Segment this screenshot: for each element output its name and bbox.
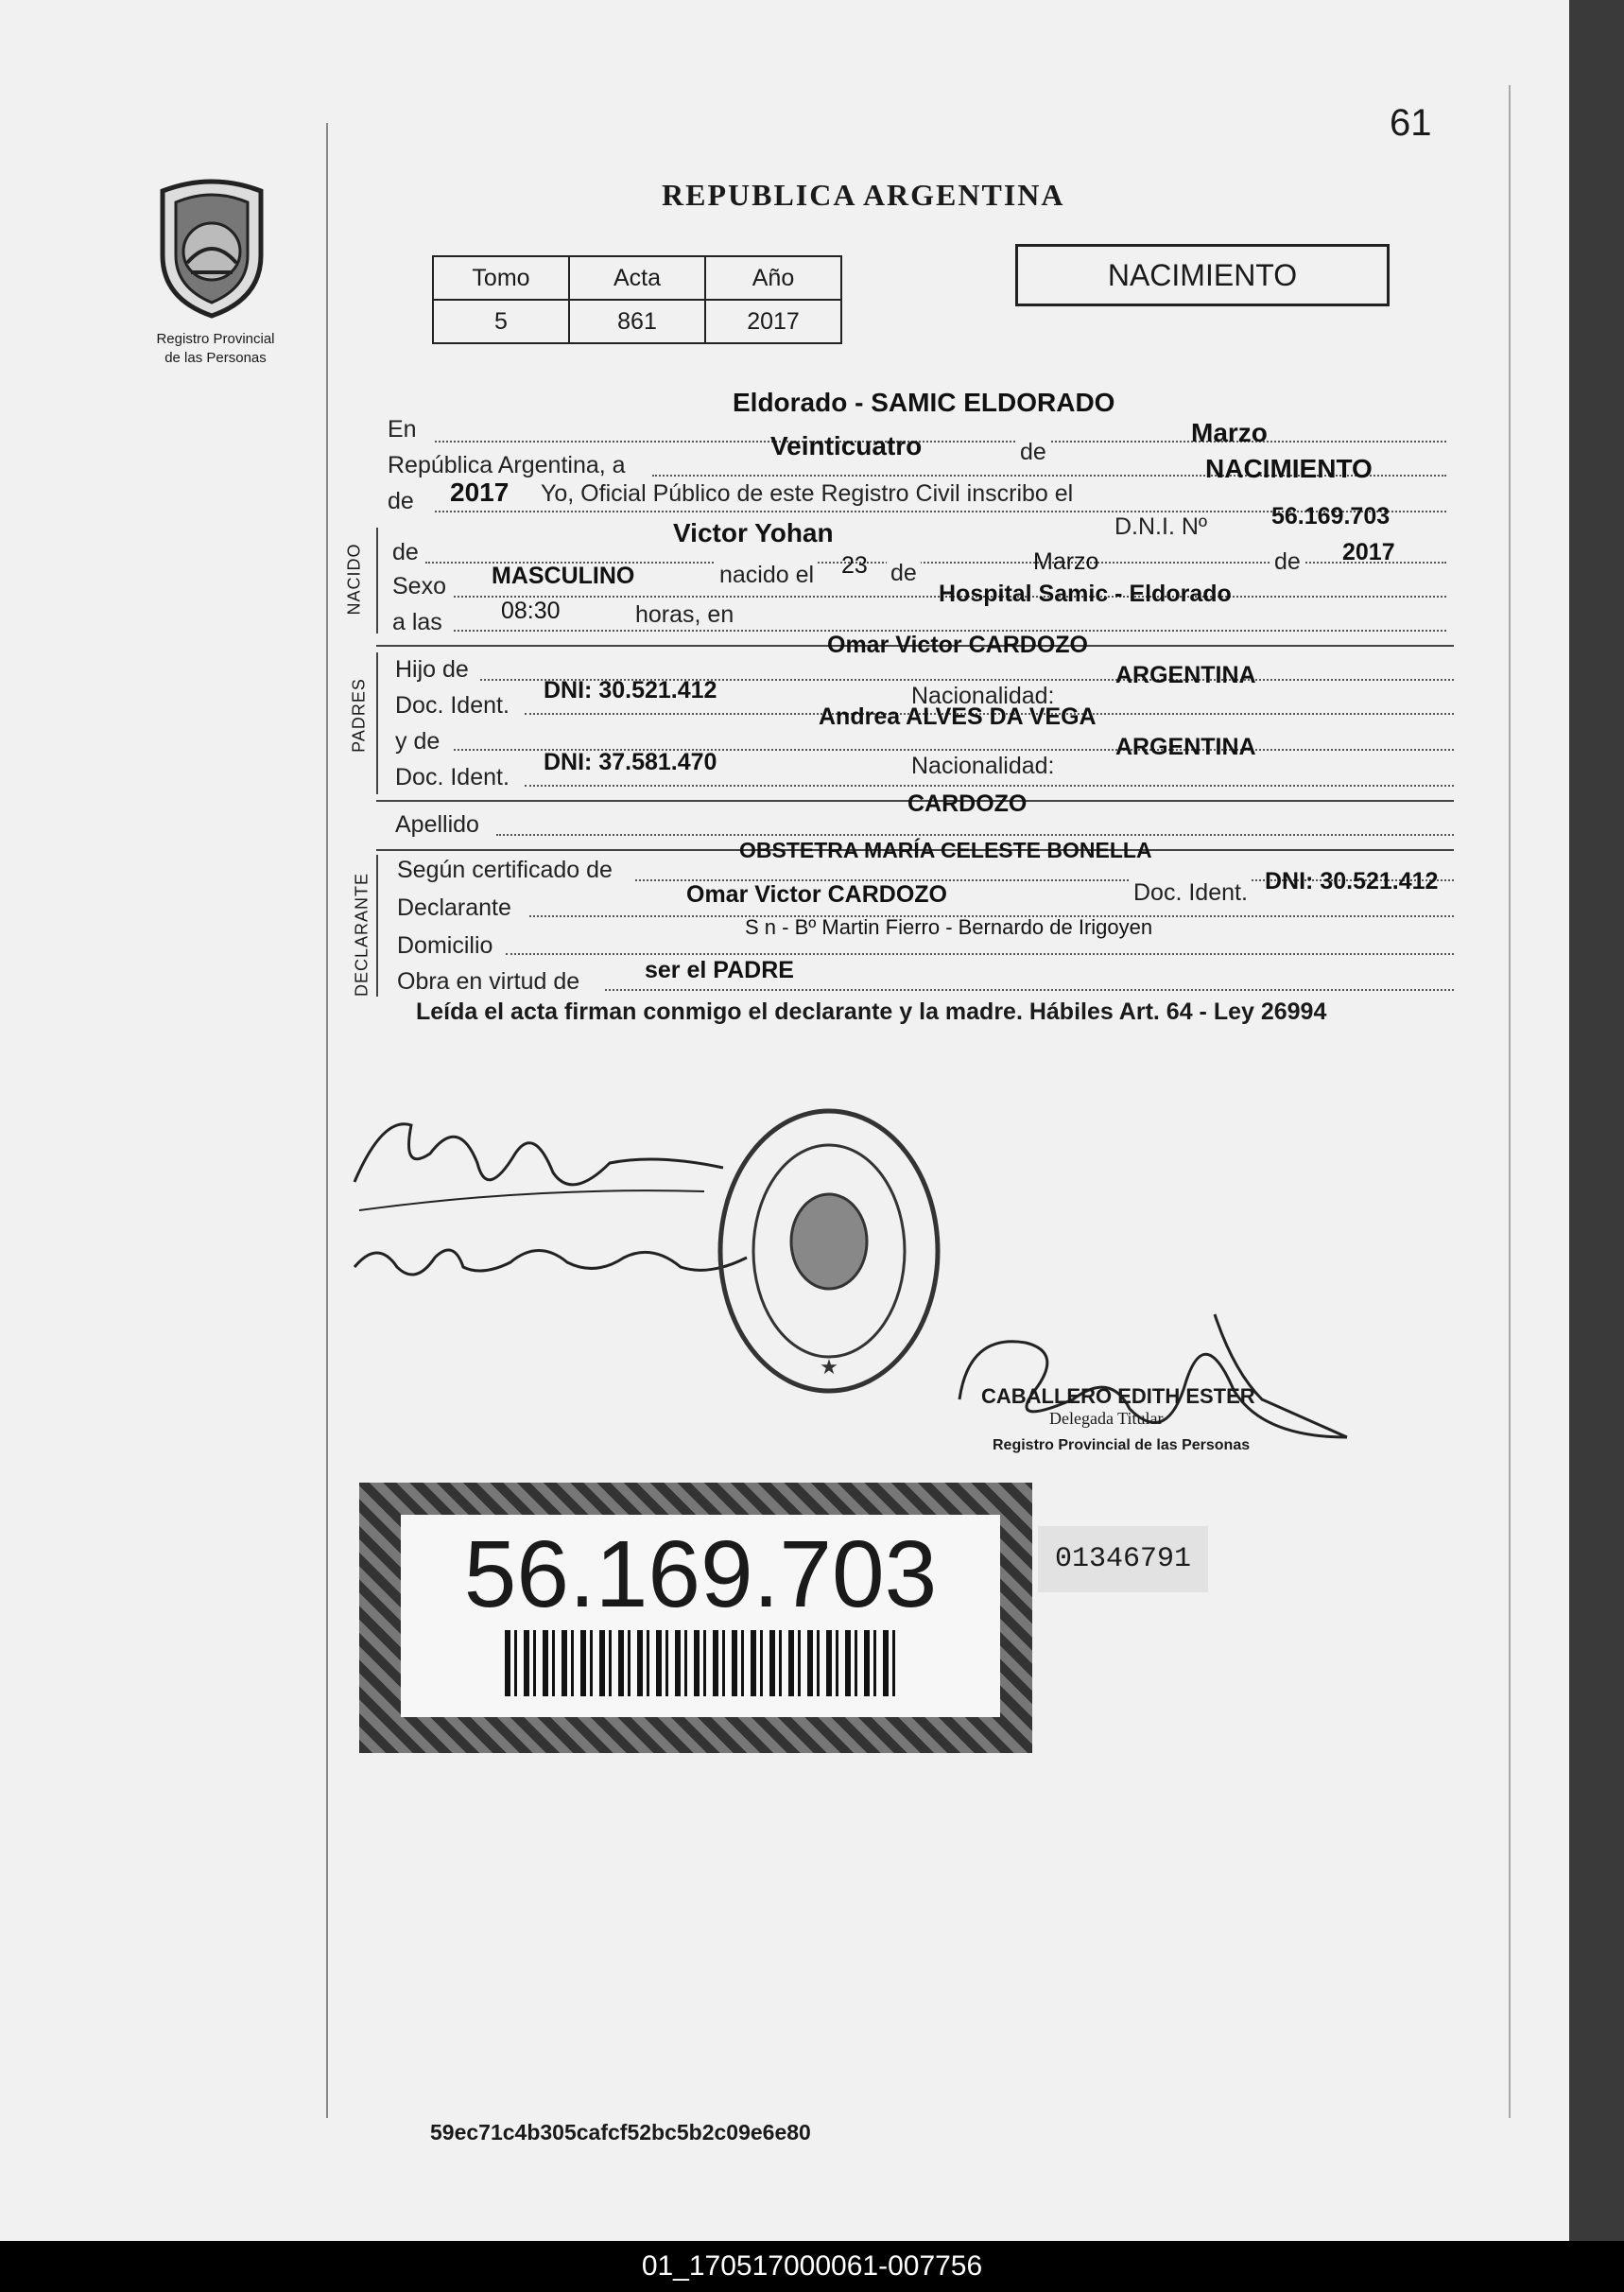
value-padre: Omar Victor CARDOZO [827, 632, 1088, 658]
page-number: 61 [1390, 102, 1432, 144]
value-apellido: CARDOZO [907, 790, 1028, 817]
svg-text:★: ★ [820, 1355, 838, 1379]
label-a-las: a las [392, 609, 442, 635]
label-nacionalidad-madre: Nacionalidad: [907, 753, 1059, 780]
margin-line [326, 123, 328, 2118]
label-nacionalidad-padre: Nacionalidad: [907, 683, 1059, 710]
value-padre-doc: DNI: 30.521.412 [544, 677, 717, 703]
value-tipo: NACIMIENTO [1205, 454, 1373, 483]
label-doc-ident-padre: Doc. Ident. [395, 692, 510, 719]
label-de-anio: de [1270, 548, 1304, 576]
value-certificado: OBSTETRA MARÍA CELESTE BONELLA [739, 838, 1152, 862]
label-hijo-de: Hijo de [395, 656, 469, 683]
label-nacido-el: nacido el [716, 562, 818, 589]
value-dia-nac: 23 [841, 552, 868, 579]
official-name: CABALLERO EDITH ESTER [981, 1384, 1255, 1408]
label-apellido: Apellido [395, 811, 479, 838]
anio-value: 2017 [705, 300, 841, 343]
value-sexo: MASCULINO [492, 563, 635, 589]
label-y-de: y de [395, 728, 441, 755]
label-obra: Obra en virtud de [397, 968, 580, 995]
registry-stamp [714, 1104, 945, 1398]
value-obra: ser el PADRE [645, 957, 794, 983]
document-hash: 59ec71c4b305cafcf52bc5b2c09e6e80 [430, 2120, 811, 2144]
value-anio: 2017 [450, 478, 510, 507]
code-label: 01346791 [1038, 1526, 1208, 1592]
value-hora: 08:30 [501, 598, 561, 624]
value-mes-nac: Marzo [1033, 548, 1099, 575]
value-padre-nac: ARGENTINA [1115, 662, 1256, 688]
barcode [505, 1630, 902, 1696]
value-mes: Marzo [1191, 418, 1268, 447]
tomo-value: 5 [433, 300, 569, 343]
footer-file-id: 01_170517000061-007756 [0, 2241, 1624, 2292]
label-de-nacido: de [392, 539, 419, 565]
label-doc-ident-declarante: Doc. Ident. [1130, 879, 1252, 907]
value-lugar-nac: Hospital Samic - Eldorado [939, 581, 1232, 607]
side-label-nacido: NACIDO [344, 543, 364, 616]
section-bar [376, 652, 378, 794]
label-de-mes: de [887, 560, 921, 587]
label-yo: Yo, Oficial Público de este Registro Civil inscribo el [541, 480, 1074, 507]
dots [605, 989, 1454, 991]
section-bar [376, 528, 378, 634]
side-label-declarante: DECLARANTE [352, 872, 371, 998]
value-domicilio: S n - Bº Martin Fierro - Bernardo de Irigoyen [745, 915, 1153, 939]
signature-madre [350, 1220, 775, 1295]
label-declarante: Declarante [397, 894, 511, 921]
document-title: REPUBLICA ARGENTINA [662, 178, 1065, 212]
label-en: En [388, 416, 417, 443]
value-madre: Andrea ALVES DA VEGA [819, 703, 1097, 730]
dots [435, 441, 1446, 443]
scan-edge [1569, 0, 1624, 2241]
value-dia: Veinticuatro [770, 431, 923, 460]
id-number: 56.169.703 [463, 1521, 938, 1627]
value-declarante: Omar Victor CARDOZO [686, 881, 947, 908]
anio-header: Año [705, 256, 841, 300]
value-lugar: Eldorado - SAMIC ELDORADO [733, 388, 1115, 417]
dots [506, 953, 1454, 955]
province-seal-logo [149, 178, 274, 320]
value-madre-doc: DNI: 37.581.470 [544, 749, 717, 775]
value-anio-nac: 2017 [1342, 539, 1395, 565]
label-de2: de [388, 488, 414, 514]
signature-declarante [345, 1097, 742, 1220]
record-kind-box: NACIMIENTO [1015, 244, 1390, 306]
label-horas-en: horas, en [631, 601, 737, 629]
official-role: Delegada Titular [1049, 1409, 1164, 1428]
label-dni: D.N.I. Nº [1111, 513, 1211, 541]
tomo-header: Tomo [433, 256, 569, 300]
acta-header: Acta [569, 256, 705, 300]
label-de: de [1016, 439, 1050, 466]
label-doc-ident-madre: Doc. Ident. [395, 764, 510, 790]
registry-name-line2: de las Personas [164, 350, 267, 366]
value-madre-nac: ARGENTINA [1115, 734, 1256, 760]
section-bar [376, 855, 378, 997]
closing-statement: Leída el acta firman conmigo el declarante y la madre. Hábiles Art. 64 - Ley 26994 [416, 998, 1327, 1025]
registry-name-line1: Registro Provincial [156, 331, 275, 347]
value-nombre: Victor Yohan [673, 518, 834, 547]
record-table [432, 255, 842, 344]
value-declarante-doc: DNI: 30.521.412 [1265, 868, 1439, 894]
side-label-padres: PADRES [349, 678, 369, 753]
acta-value: 861 [569, 300, 705, 343]
right-margin-line [1509, 85, 1511, 2118]
value-dni: 56.169.703 [1271, 503, 1391, 530]
label-segun: Según certificado de [397, 857, 613, 883]
official-office: Registro Provincial de las Personas [993, 1437, 1251, 1453]
signature-official [950, 1295, 1356, 1456]
label-republica: República Argentina, a [388, 452, 626, 478]
dots [525, 785, 1454, 787]
label-sexo: Sexo [392, 573, 446, 599]
label-domicilio: Domicilio [397, 932, 493, 959]
dots [496, 834, 1454, 836]
